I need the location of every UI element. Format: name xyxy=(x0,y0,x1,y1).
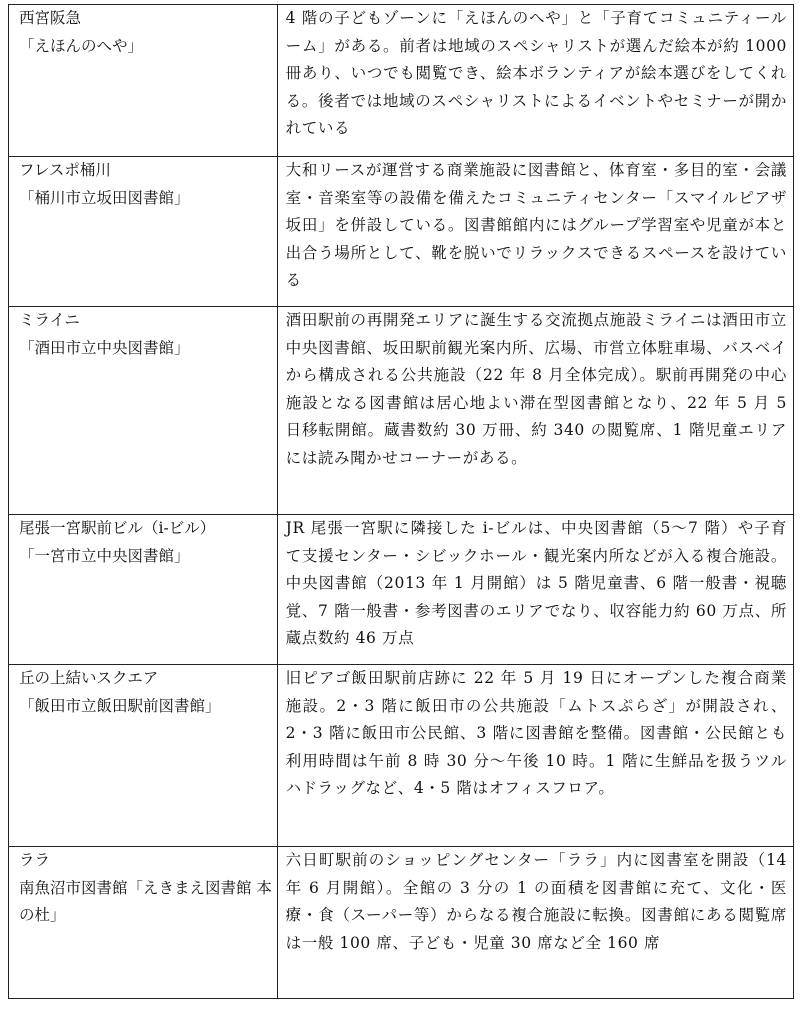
table-row xyxy=(9,847,794,999)
facility-name-cell xyxy=(9,157,278,307)
facility-name: ララ xyxy=(19,851,51,869)
library-name: 「桶川市立坂田図書館」 xyxy=(19,188,190,207)
library-name: 南魚沼市図書館「えきまえ図書館 本の杜」 xyxy=(19,878,272,924)
library-name: 「飯田市立飯田駅前図書館」 xyxy=(19,696,221,715)
facility-name-cell xyxy=(9,665,278,847)
facility-name: 丘の上結いスクエア xyxy=(19,669,159,687)
table-row xyxy=(9,515,794,665)
facility-description: 4 階の子どもゾーンに「えほんのへや」と「子育てコミュニティールーム」がある。前者は地域のスペシャリストが選んだ絵本が約 1000 冊あり、いつでも閲覧でき、絵本ボランティアが絵本選びをしてくれる。後者では地域のスペシャリストによるイベントやセミナーが開かれている xyxy=(277,5,793,157)
facility-description: 大和リースが運営する商業施設に図書館と、体育室・多目的室・会議室・音楽室等の設備を備えたコミュニティセンター「スマイルピアザ坂田」を併設している。図書館館内にはグループ学習室や児童が本と出合う場所として、靴を脱いでリラックスできるスペースを設けている xyxy=(277,157,793,307)
facility-name: フレスポ桶川 xyxy=(19,161,111,179)
facility-name-cell xyxy=(9,515,278,665)
table-row xyxy=(9,307,794,515)
table-row xyxy=(9,5,794,157)
library-name: 「一宮市立中央図書館」 xyxy=(19,546,190,565)
facility-name: ミライニ xyxy=(19,311,80,329)
facility-description: 酒田駅前の再開発エリアに誕生する交流拠点施設ミライニは酒田市立中央図書館、坂田駅前観光案内所、広場、市営立体駐車場、バスベイから構成される公共施設（22 年 8 月全体完成）。駅前再開発の中心施設となる図書館は居心地よい滞在型図書館となり、22 年 5 月 5 日移転開館。蔵書数約 30 万冊、約 340 の閲覧席、1 階児童エリアには読み聞かせコーナーがある。 xyxy=(277,307,793,515)
facility-name: 尾張一宮駅前ビル（i-ビル） xyxy=(19,519,216,537)
facility-name: 西宮阪急 xyxy=(19,9,82,27)
facility-description: 旧ピアゴ飯田駅前店跡に 22 年 5 月 19 日にオープンした複合商業施設。2・3 階に飯田市の公共施設「ムトスぷらざ」が開設され、2・3 階に飯田市公民館、3 階に図書館を整備。図書館・公民館とも利用時間は午前 8 時 30 分～午後 10 時。1 階に生鮮品を扱うツルハドラッグなど、4・5 階はオフィスフロア。 xyxy=(277,665,793,847)
facility-name-cell xyxy=(9,5,278,157)
table-row xyxy=(9,665,794,847)
library-facility-table xyxy=(8,4,794,999)
library-name: 「酒田市立中央図書館」 xyxy=(19,338,190,357)
facility-name-cell xyxy=(9,847,278,999)
library-name: 「えほんのへや」 xyxy=(19,36,144,55)
table-row xyxy=(9,157,794,307)
facility-description: 六日町駅前のショッピングセンター「ララ」内に図書室を開設（14 年 6 月開館）。全館の 3 分の 1 の面積を図書館に充て、文化・医療・食（スーパー等）からなる複合施設に転換。図書館にある閲覧席は一般 100 席、子ども・児童 30 席など全 160 席 xyxy=(277,847,793,999)
facility-name-cell xyxy=(9,307,278,515)
facility-description: JR 尾張一宮駅に隣接した i-ビルは、中央図書館（5～7 階）や子育て支援センター・シビックホール・観光案内所などが入る複合施設。中央図書館（2013 年 1 月開館）は 5 階児童書、6 階一般書・視聴覚、7 階一般書・参考図書のエリアでなり、収容能力約 60 万点、所蔵点数約 46 万点 xyxy=(277,515,793,665)
